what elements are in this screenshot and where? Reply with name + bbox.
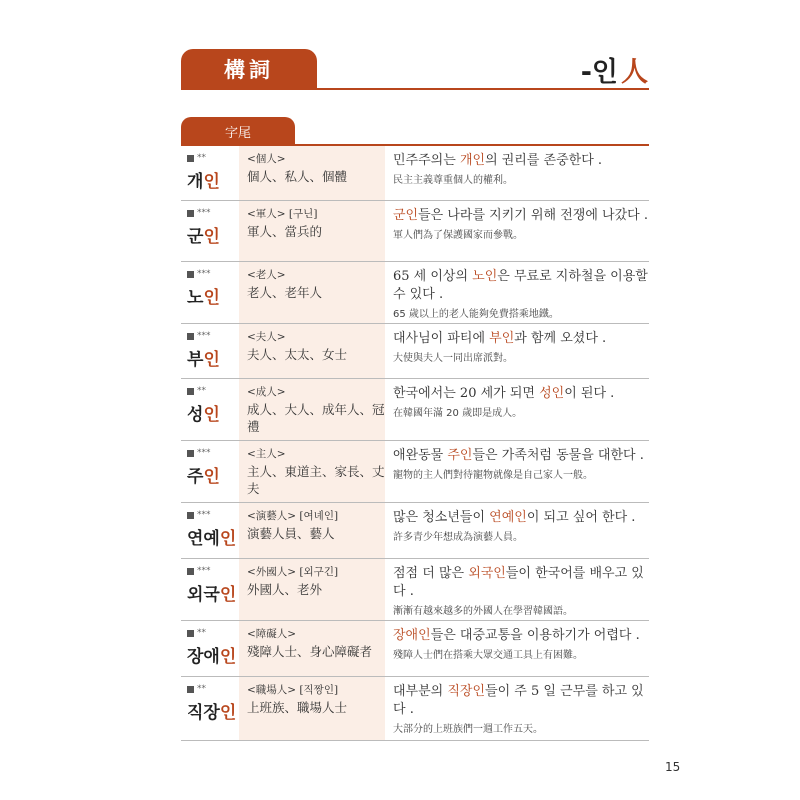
table-row: [181, 379, 649, 441]
meaning-cell: [239, 621, 385, 676]
word-cell: [181, 201, 239, 261]
importance-marker: [187, 447, 239, 459]
word-cell: [181, 441, 239, 502]
star-rating: ***: [197, 448, 211, 458]
word-stem: 부: [187, 350, 204, 370]
vocab-word: [187, 524, 239, 549]
importance-marker: [187, 268, 239, 280]
example-korean: 점점 더 많은 외국인들이 한국어를 배우고 있다 .: [393, 566, 644, 599]
table-row: [181, 441, 649, 503]
subheader-label: 字尾: [224, 125, 251, 141]
vocab-word: [187, 462, 239, 487]
star-rating: ***: [197, 566, 211, 576]
importance-marker: [187, 565, 239, 577]
star-rating: ***: [197, 208, 211, 218]
meaning-cell: [239, 201, 385, 261]
example-highlight: 부인: [489, 331, 515, 346]
meaning-text: 成人、大人、成年人、冠禮: [247, 402, 385, 434]
importance-marker: [187, 330, 239, 342]
example-chinese: 65 歲以上的老人能夠免費搭乘地鐵。: [393, 309, 559, 320]
example-chinese: 許多青少年想成為演藝人員。: [393, 532, 523, 543]
vocab-word: [187, 580, 239, 605]
vocab-word: [187, 642, 239, 667]
section-label: 構詞: [224, 58, 274, 82]
example-korean: 대부분의 직장인들이 주 5 일 근무를 하고 있다 .: [393, 684, 644, 717]
table-row: [181, 201, 649, 262]
square-icon: [187, 155, 194, 162]
example-chinese: 在韓國年滿 20 歲即是成人。: [393, 408, 523, 419]
example-highlight: 노인: [472, 269, 498, 284]
meaning-text: 外國人、老外: [247, 582, 323, 597]
star-rating: **: [197, 684, 206, 694]
word-stem: 장애: [187, 647, 220, 667]
example-highlight: 외국인: [468, 566, 506, 581]
subheader-tab: [181, 117, 295, 145]
star-rating: ***: [197, 510, 211, 520]
meaning-cell: [239, 146, 385, 200]
example-korean: 애완동물 주인들은 가족처럼 동물을 대한다 .: [393, 448, 644, 463]
word-stem: 주: [187, 467, 204, 487]
importance-marker: [187, 509, 239, 521]
star-rating: **: [197, 153, 206, 163]
table-row: [181, 324, 649, 379]
square-icon: [187, 568, 194, 575]
importance-marker: [187, 683, 239, 695]
vocabulary-table: [181, 146, 649, 741]
suffix-title: [581, 50, 648, 89]
square-icon: [187, 388, 194, 395]
example-korean: 한국에서는 20 세가 되면 성인이 된다 .: [393, 386, 615, 401]
word-cell: [181, 324, 239, 378]
example-chinese: 殘障人士們在搭乘大眾交通工具上有困難。: [393, 650, 583, 661]
example-cell: [385, 621, 649, 676]
section-header-tab: [181, 49, 317, 89]
importance-marker: [187, 152, 239, 164]
example-korean: 군인들은 나라를 지키기 위해 전쟁에 나갔다 .: [393, 208, 648, 223]
hanja-origin: <個人>: [247, 153, 286, 165]
example-cell: [385, 146, 649, 200]
example-highlight: 개인: [459, 153, 486, 168]
word-stem: 외국: [187, 585, 220, 605]
hanja-origin: <職場人> [직짱인]: [247, 684, 339, 696]
square-icon: [187, 512, 194, 519]
example-korean: 65 세 이상의 노인은 무료로 지하철을 이용할 수 있다 .: [393, 269, 648, 302]
square-icon: [187, 630, 194, 637]
importance-marker: [187, 385, 239, 397]
square-icon: [187, 450, 194, 457]
meaning-cell: [239, 677, 385, 740]
hanja-origin: <軍人> [구닌]: [247, 208, 318, 220]
star-rating: ***: [197, 269, 211, 279]
word-cell: [181, 677, 239, 740]
word-suffix: 인: [203, 467, 220, 487]
example-korean: 장애인들은 대중교통을 이용하기가 어렵다 .: [393, 628, 640, 643]
example-chinese: 漸漸有越來越多的外國人在學習韓國語。: [393, 606, 573, 617]
meaning-cell: [239, 324, 385, 378]
hanja-origin: <成人>: [247, 386, 286, 398]
meaning-text: 上班族、職場人士: [247, 700, 348, 715]
vocab-word: [187, 345, 239, 370]
table-row: [181, 559, 649, 621]
hanja-origin: <主人>: [247, 448, 286, 460]
word-cell: [181, 146, 239, 200]
example-chinese: 寵物的主人們對待寵物就像是自己家人一般。: [393, 470, 593, 481]
square-icon: [187, 271, 194, 278]
word-suffix: 인: [203, 350, 220, 370]
example-cell: [385, 677, 649, 740]
word-cell: [181, 621, 239, 676]
word-stem: 군: [187, 227, 204, 247]
star-rating: ***: [197, 331, 211, 341]
hanja-origin: <障礙人>: [247, 628, 297, 640]
example-highlight: 군인: [393, 208, 419, 223]
example-cell: [385, 379, 649, 440]
importance-marker: [187, 207, 239, 219]
word-stem: 노: [187, 288, 204, 308]
hanja-origin: <外國人> [외구긴]: [247, 566, 339, 578]
suffix-hanja: 人: [621, 57, 648, 88]
meaning-cell: [239, 262, 385, 323]
vocab-word: [187, 222, 239, 247]
word-cell: [181, 379, 239, 440]
hanja-origin: <老人>: [247, 269, 286, 281]
word-suffix: 인: [219, 647, 237, 667]
example-chinese: 民主主義尊重個人的權利。: [393, 175, 513, 186]
meaning-cell: [239, 441, 385, 502]
example-chinese: 軍人們為了保護國家而參戰。: [393, 230, 523, 241]
star-rating: **: [197, 628, 206, 638]
example-cell: [385, 201, 649, 261]
hanja-origin: <演藝人> [여녜인]: [247, 510, 339, 522]
example-highlight: 성인: [539, 386, 565, 401]
meaning-cell: [239, 559, 385, 620]
vocab-word: [187, 283, 239, 308]
importance-marker: [187, 627, 239, 639]
square-icon: [187, 333, 194, 340]
header-divider: [181, 88, 649, 90]
example-korean: 많은 청소년들이 연예인이 되고 싶어 한다 .: [393, 510, 636, 525]
word-suffix: 인: [203, 405, 220, 425]
meaning-cell: [239, 503, 385, 558]
vocab-word: [187, 167, 239, 192]
word-suffix: 인: [203, 227, 220, 247]
example-highlight: 주인: [447, 448, 473, 463]
example-highlight: 장애인: [393, 628, 431, 643]
vocab-word: [187, 400, 239, 425]
example-chinese: 大部分的上班族們一週工作五天。: [393, 724, 543, 735]
star-rating: **: [197, 386, 206, 396]
word-suffix: 인: [203, 288, 220, 308]
word-suffix: 인: [219, 703, 237, 723]
suffix-korean: -인: [580, 57, 618, 88]
square-icon: [187, 210, 194, 217]
meaning-text: 主人、東道主、家長、丈夫: [247, 464, 385, 496]
square-icon: [187, 686, 194, 693]
example-highlight: 직장인: [447, 684, 486, 699]
meaning-cell: [239, 379, 385, 440]
example-korean: 민주주의는 개인의 권리를 존중한다 .: [393, 153, 603, 168]
table-row: [181, 503, 649, 559]
word-stem: 성: [187, 405, 204, 425]
hanja-origin: <夫人>: [247, 331, 286, 343]
table-row: [181, 621, 649, 677]
vocab-word: [187, 698, 239, 723]
example-korean: 대사님이 파티에 부인과 함께 오셨다 .: [393, 331, 607, 346]
table-row: [181, 146, 649, 201]
example-cell: [385, 441, 649, 502]
example-chinese: 大使與夫人一同出席派對。: [393, 353, 513, 364]
table-row: [181, 262, 649, 324]
meaning-text: 演藝人員、藝人: [247, 526, 335, 541]
word-cell: [181, 559, 239, 620]
meaning-text: 殘障人士、身心障礙者: [247, 644, 373, 659]
meaning-text: 個人、私人、個體: [247, 169, 348, 184]
example-cell: [385, 503, 649, 558]
word-stem: 연예: [187, 529, 220, 549]
meaning-text: 軍人、當兵的: [247, 224, 323, 239]
example-cell: [385, 262, 649, 323]
word-cell: [181, 262, 239, 323]
word-stem: 직장: [187, 703, 220, 723]
example-highlight: 연예인: [489, 510, 527, 525]
table-row: [181, 677, 649, 741]
meaning-text: 夫人、太太、女士: [247, 347, 348, 362]
word-stem: 개: [187, 172, 204, 192]
word-suffix: 인: [219, 585, 237, 605]
example-cell: [385, 559, 649, 620]
word-cell: [181, 503, 239, 558]
word-suffix: 인: [203, 172, 220, 192]
meaning-text: 老人、老年人: [247, 285, 323, 300]
example-cell: [385, 324, 649, 378]
word-suffix: 인: [219, 529, 237, 549]
page-number: 15: [665, 760, 681, 774]
